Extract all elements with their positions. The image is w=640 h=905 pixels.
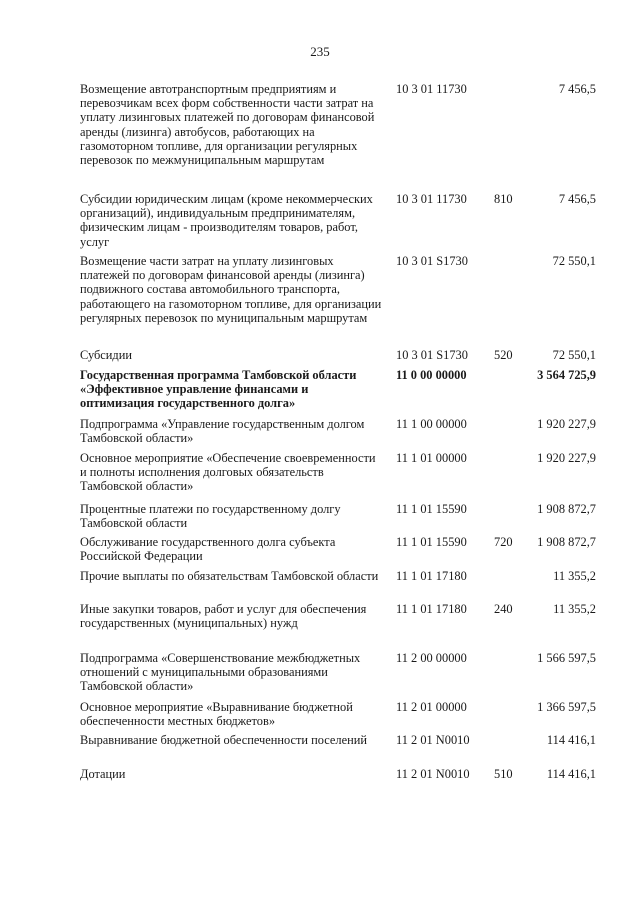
- classification-code: 11 2 01 00000: [396, 700, 467, 714]
- classification-code: 11 1 01 17180: [396, 569, 467, 583]
- classification-code: 10 3 01 11730: [396, 82, 467, 96]
- item-name: Субсидии: [80, 348, 132, 362]
- item-name: Подпрограмма «Совершенствование межбюджетных отношений с муниципальными образованиями Тамбовской области»: [80, 651, 361, 694]
- amount: 72 550,1: [552, 254, 596, 268]
- item-name: Иные закупки товаров, работ и услуг для обеспечения государственных (муниципальных) нужд: [80, 602, 367, 631]
- item-name: Выравнивание бюджетной обеспеченности поселений: [80, 733, 368, 747]
- item-name: Основное мероприятие «Обеспечение своевременности и полноты исполнения долговых обязательств Тамбовской области»: [80, 451, 376, 494]
- item-name: Прочие выплаты по обязательствам Тамбовской области: [80, 569, 379, 583]
- classification-code: 11 1 01 15590: [396, 502, 467, 516]
- amount: 1 920 227,9: [537, 417, 596, 431]
- amount: 114 416,1: [546, 733, 596, 747]
- classification-code: 11 2 00 00000: [396, 651, 467, 665]
- item-name: Возмещение части затрат на уплату лизинговых платежей по договорам финансовой аренды (лизинга) подвижного состава автомобильного транспорта, работающего на газомоторном топливе, для организации регулярных перевозок по муниципальным маршрутам: [80, 254, 382, 325]
- classification-code: 11 1 01 15590: [396, 535, 467, 549]
- item-name: Дотации: [80, 767, 126, 781]
- amount: 7 456,5: [558, 82, 596, 96]
- amount: 11 355,2: [553, 569, 596, 583]
- item-name: Возмещение автотранспортным предприятиям и перевозчикам всех форм собственности части затрат на уплату лизинговых платежей по договорам финансовой аренды (лизинга) автобусов, работающих на газомоторном топливе, для организации регулярных перевозок по межмуниципальным маршрутам: [80, 82, 375, 168]
- page-number: 235: [310, 44, 330, 59]
- amount: 1 908 872,7: [537, 535, 596, 549]
- amount: 11 355,2: [553, 602, 596, 616]
- expense-type-code: 510: [494, 767, 513, 781]
- expense-type-code: 240: [494, 602, 513, 616]
- item-name: Процентные платежи по государственному долгу Тамбовской области: [80, 502, 341, 531]
- amount: 72 550,1: [552, 348, 596, 362]
- amount: 3 564 725,9: [537, 368, 596, 382]
- amount: 1 366 597,5: [537, 700, 596, 714]
- amount: 1 908 872,7: [537, 502, 596, 516]
- amount: 114 416,1: [546, 767, 596, 781]
- classification-code: 11 2 01 N0010: [396, 733, 470, 747]
- classification-code: 10 3 01 S1730: [396, 254, 468, 268]
- amount: 1 566 597,5: [537, 651, 596, 665]
- item-name: Основное мероприятие «Выравнивание бюджетной обеспеченности местных бюджетов»: [80, 700, 353, 729]
- item-name: Субсидии юридическим лицам (кроме некоммерческих организаций), индивидуальным предпринимателям, физическим лицам - производителям товаров, работ, услуг: [80, 192, 373, 249]
- classification-code: 10 3 01 11730: [396, 192, 467, 206]
- classification-code: 11 1 01 00000: [396, 451, 467, 465]
- amount: 7 456,5: [558, 192, 596, 206]
- expense-type-code: 720: [494, 535, 513, 549]
- classification-code: 11 2 01 N0010: [396, 767, 470, 781]
- classification-code: 11 1 01 17180: [396, 602, 467, 616]
- item-name: Обслуживание государственного долга субъекта Российской Федерации: [80, 535, 336, 564]
- expense-type-code: 520: [494, 348, 513, 362]
- expense-type-code: 810: [494, 192, 513, 206]
- item-name: Подпрограмма «Управление государственным долгом Тамбовской области»: [80, 417, 365, 446]
- classification-code: 11 1 00 00000: [396, 417, 467, 431]
- classification-code: 10 3 01 S1730: [396, 348, 468, 362]
- classification-code: 11 0 00 00000: [396, 368, 467, 382]
- item-name: Государственная программа Тамбовской области «Эффективное управление финансами и оптимизация государственного долга»: [80, 368, 357, 411]
- amount: 1 920 227,9: [537, 451, 596, 465]
